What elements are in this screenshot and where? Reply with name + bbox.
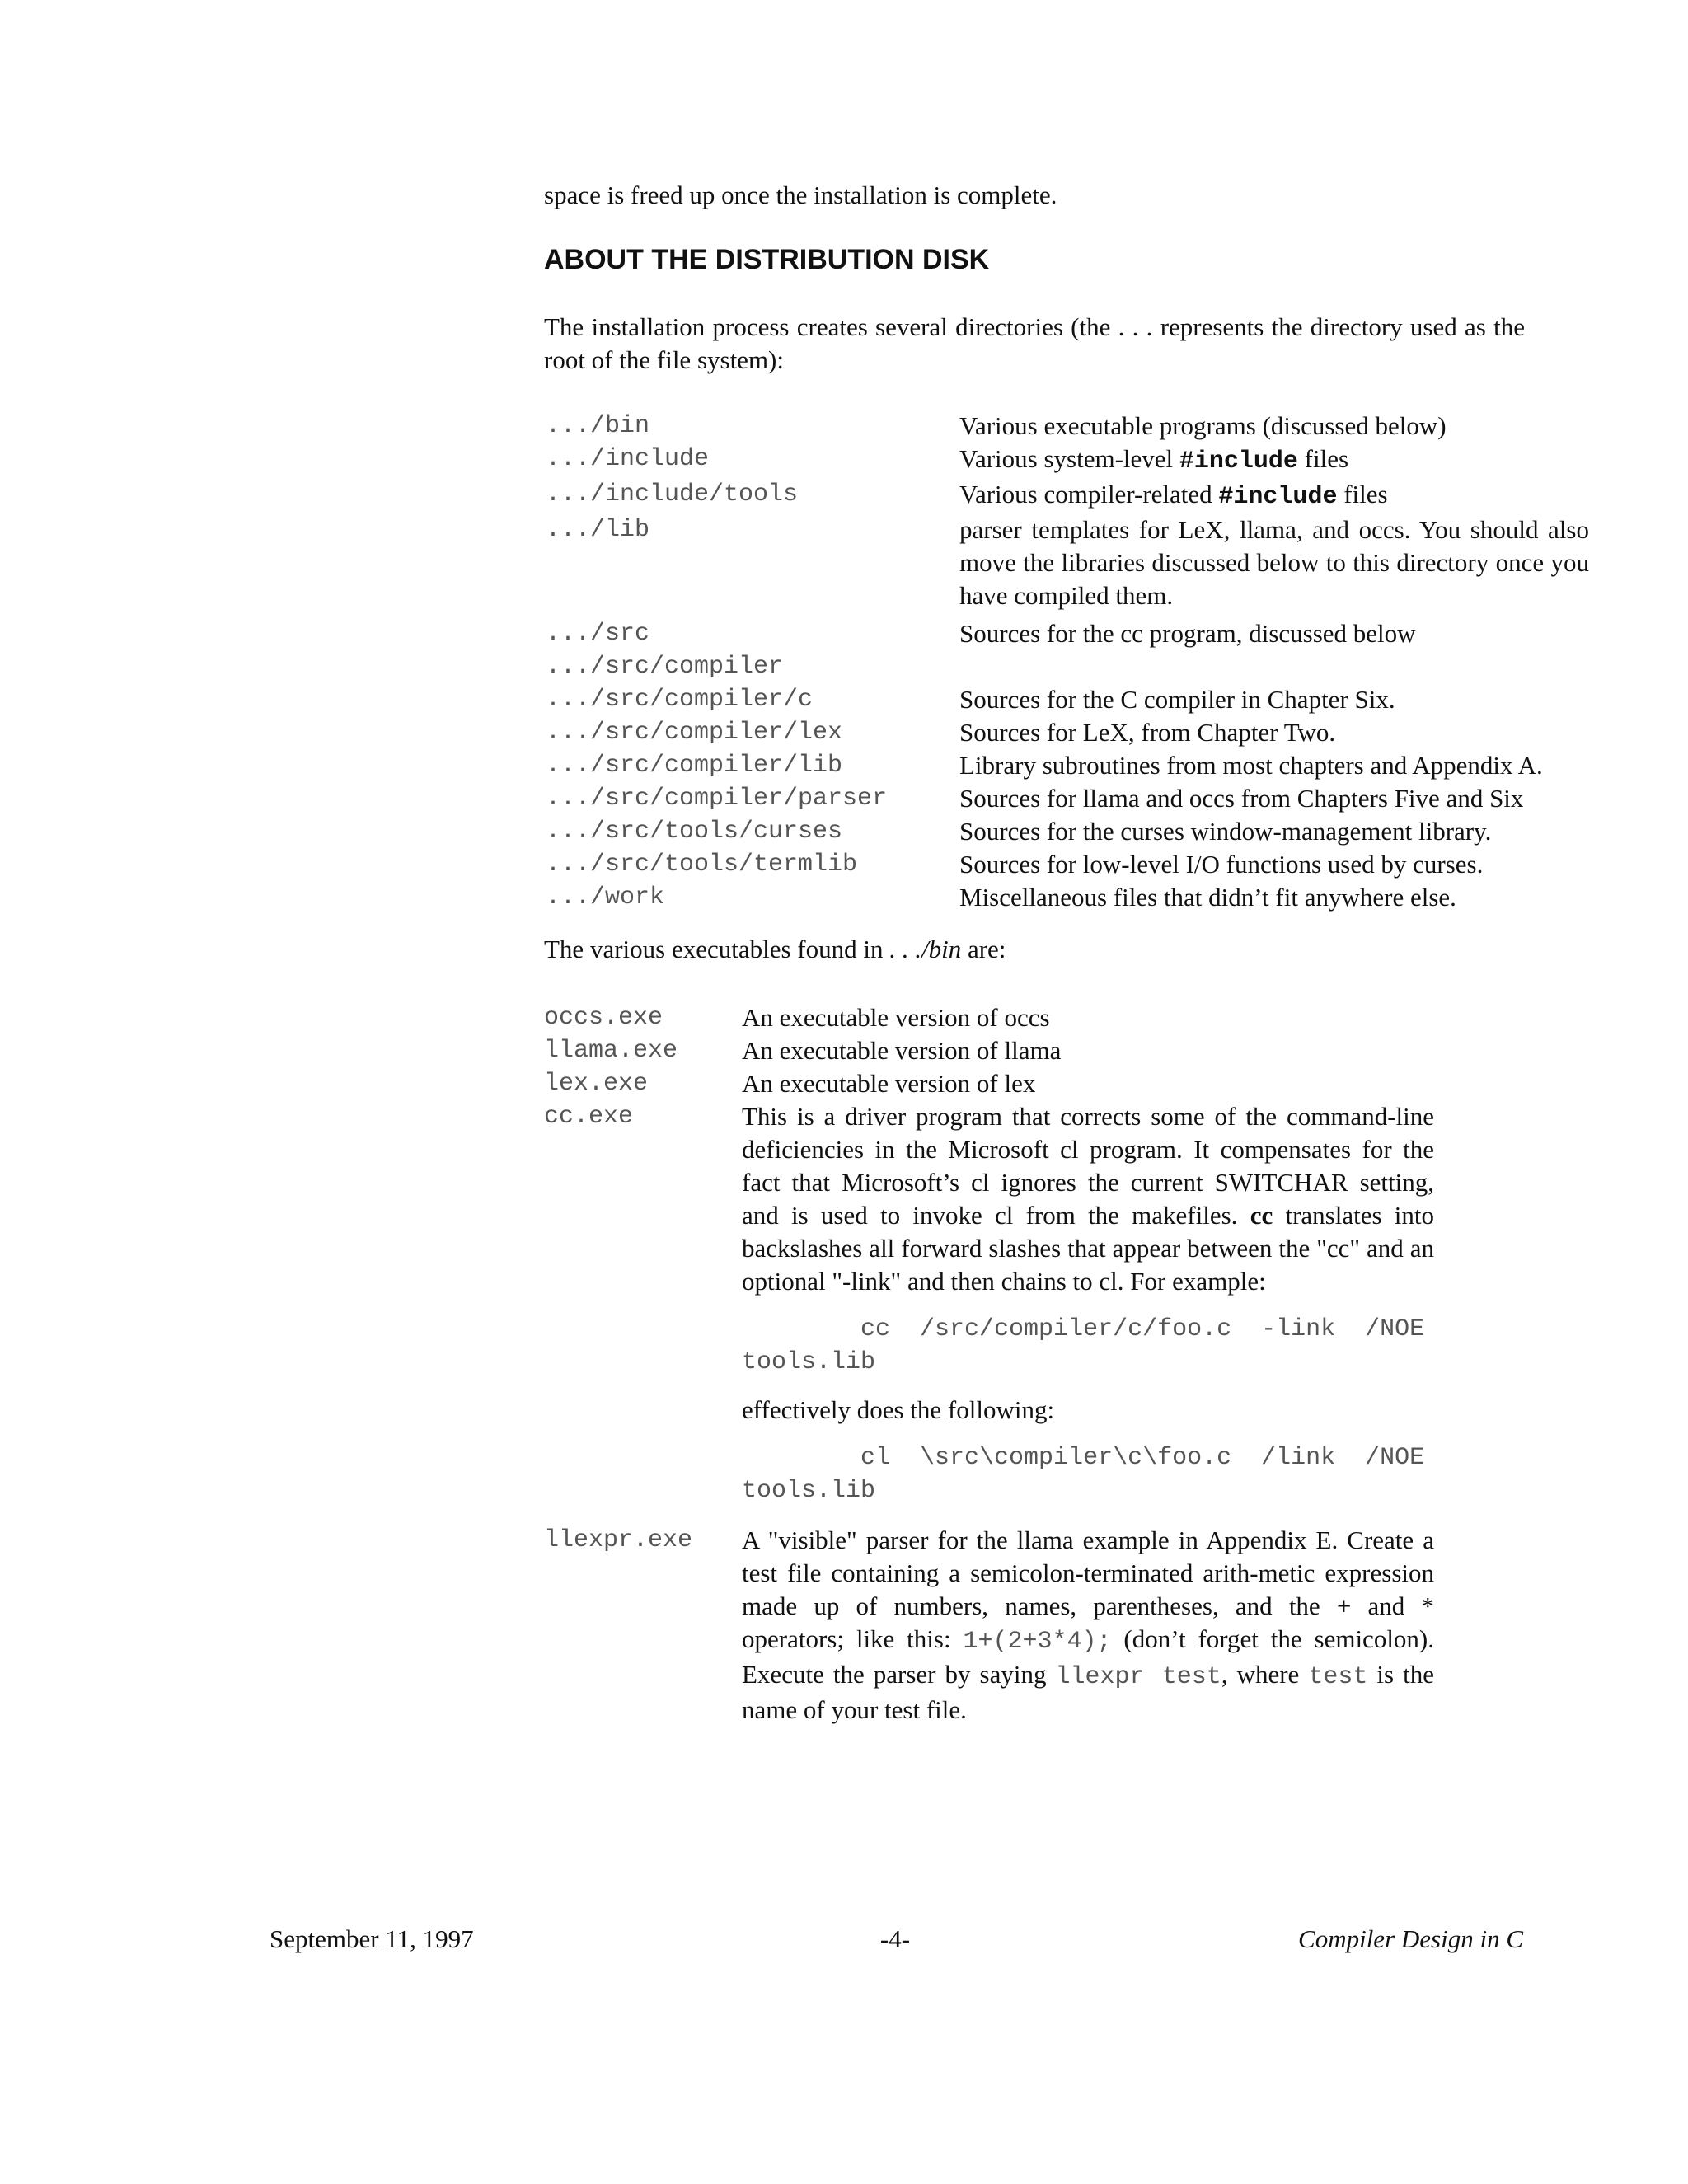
executables-intro	[544, 933, 1006, 966]
executable-row	[544, 1001, 1434, 1034]
executable-description: An executable version of occs	[742, 1003, 1050, 1032]
executable-name: lex.exe	[544, 1070, 649, 1098]
directory-description: Library subroutines from most chapters and Appendix A.	[959, 751, 1543, 780]
description-text: is the name of your test file.	[742, 1660, 1434, 1724]
include-code: #include	[1179, 448, 1298, 476]
directory-description: Sources for the cc program, discussed below	[959, 619, 1416, 648]
directory-description: Sources for the curses window-management library.	[959, 817, 1492, 846]
directory-description: Sources for llama and occs from Chapters Five and Six	[959, 784, 1524, 813]
executable-description: An executable version of lex	[742, 1069, 1036, 1098]
description-text: (don’t forget the semicolon). Execute the parser by saying	[742, 1624, 1435, 1689]
description-text: Various system-level	[959, 444, 1179, 473]
directory-path: .../src/tools/termlib	[546, 851, 858, 879]
intro-text: The various executables found in	[544, 935, 890, 963]
directory-path: .../src	[546, 620, 650, 648]
code-line: cc /src/compiler/c/foo.c -link /NOE	[742, 1315, 1425, 1343]
directory-path: .../bin	[546, 412, 650, 440]
executable-name: llexpr.exe	[544, 1526, 693, 1554]
directory-path: .../include	[546, 445, 710, 473]
directory-description: Sources for LeX, from Chapter Two.	[959, 718, 1336, 747]
directory-path: .../src/compiler/lib	[546, 752, 843, 780]
directory-description: parser templates for LeX, llama, and occs. You should also move the libraries discussed below to this directory once you have compiled them.	[959, 515, 1589, 610]
description-text: files	[1337, 480, 1388, 509]
bin-path: . . ./bin	[889, 935, 962, 963]
executable-row	[544, 1067, 1434, 1100]
directory-table	[546, 410, 1592, 914]
directory-description	[959, 650, 1589, 683]
directory-row	[546, 782, 1592, 815]
directory-description: Sources for the C compiler in Chapter Six.	[959, 685, 1395, 714]
code-line: tools.lib	[742, 1348, 876, 1376]
directory-description: Miscellaneous files that didn’t fit anywhere else.	[959, 883, 1456, 912]
directory-row	[546, 478, 1592, 513]
executable-description	[742, 1100, 1434, 1507]
directory-row	[546, 650, 1592, 683]
code-example	[742, 1441, 1434, 1507]
directory-path: .../include/tools	[546, 480, 799, 509]
code-line: cl \src\compiler\c\foo.c /link /NOE	[742, 1444, 1425, 1472]
directory-row	[546, 617, 1592, 650]
code-line: tools.lib	[742, 1477, 876, 1505]
directory-row	[546, 513, 1592, 612]
spacer	[544, 1507, 1434, 1524]
directory-row	[546, 683, 1592, 716]
footer-book-title: Compiler Design in C	[1298, 1924, 1523, 1953]
directory-description	[959, 443, 1589, 478]
executable-name: llama.exe	[544, 1037, 678, 1065]
directory-description	[959, 478, 1589, 513]
section-heading: ABOUT THE DISTRIBUTION DISK	[544, 244, 990, 275]
executable-row-cc	[544, 1100, 1434, 1507]
executable-description	[742, 1524, 1434, 1727]
directory-path: .../src/tools/curses	[546, 818, 843, 846]
executable-row	[544, 1034, 1434, 1067]
inline-code: 1+(2+3*4);	[963, 1628, 1112, 1656]
directory-description: Various executable programs (discussed below)	[959, 411, 1447, 440]
continuation-text: space is freed up once the installation is complete.	[544, 180, 1057, 209]
footer-page-number: -4-	[879, 1924, 911, 1953]
directory-description: Sources for low-level I/O functions used by curses.	[959, 850, 1484, 879]
intro-text: are:	[961, 935, 1006, 963]
directory-path: .../lib	[546, 516, 650, 544]
directory-path: .../src/compiler/c	[546, 686, 814, 714]
inline-code: test	[1308, 1663, 1368, 1691]
description-text: Various compiler-related	[959, 480, 1219, 509]
executable-name: cc.exe	[544, 1103, 634, 1131]
footer-date: September 11, 1997	[270, 1924, 474, 1953]
directory-row	[546, 410, 1592, 443]
directory-path: .../src/compiler/lex	[546, 719, 843, 747]
executables-table	[544, 1001, 1434, 1727]
executable-row-llexpr	[544, 1524, 1434, 1727]
description-text: translates into backslashes all forward slashes that appear between the "cc" and an optional "-link" and then chains to cl. For example:	[742, 1201, 1434, 1296]
executable-name: occs.exe	[544, 1004, 663, 1032]
intro-paragraph: The installation process creates several directories (the . . . represents the directory used as the root of the file system):	[544, 312, 1525, 374]
cc-bold-term: cc	[1250, 1201, 1273, 1230]
description-text: A "visible" parser for the llama example in Appendix E. Create a test file containing a semicolon-terminated arith-metic expression made up of numbers, names, parentheses, and the + and * operators; like this:	[742, 1526, 1434, 1653]
code-example	[742, 1313, 1434, 1379]
directory-row	[546, 815, 1592, 848]
directory-path: .../work	[546, 883, 665, 912]
description-text: files	[1297, 444, 1349, 473]
example-explanation: effectively does the following:	[742, 1395, 1055, 1424]
directory-row	[546, 881, 1592, 914]
directory-row	[546, 443, 1592, 478]
executable-description: An executable version of llama	[742, 1036, 1062, 1065]
directory-row	[546, 848, 1592, 881]
include-code: #include	[1218, 483, 1338, 511]
description-text: This is a driver program that corrects some of the command-line deficiencies in the Microsoft cl program. It compensates for the fact that Microsoft’s cl ignores the current SWITCHAR setting, and is used to invoke cl from the makefiles.	[742, 1102, 1434, 1230]
directory-row	[546, 749, 1592, 782]
directory-path: .../src/compiler/parser	[546, 785, 888, 813]
inline-code: llexpr test	[1055, 1663, 1221, 1691]
description-text: , where	[1221, 1660, 1309, 1689]
directory-path: .../src/compiler	[546, 653, 784, 681]
directory-row	[546, 716, 1592, 749]
cc-description	[742, 1100, 1434, 1298]
